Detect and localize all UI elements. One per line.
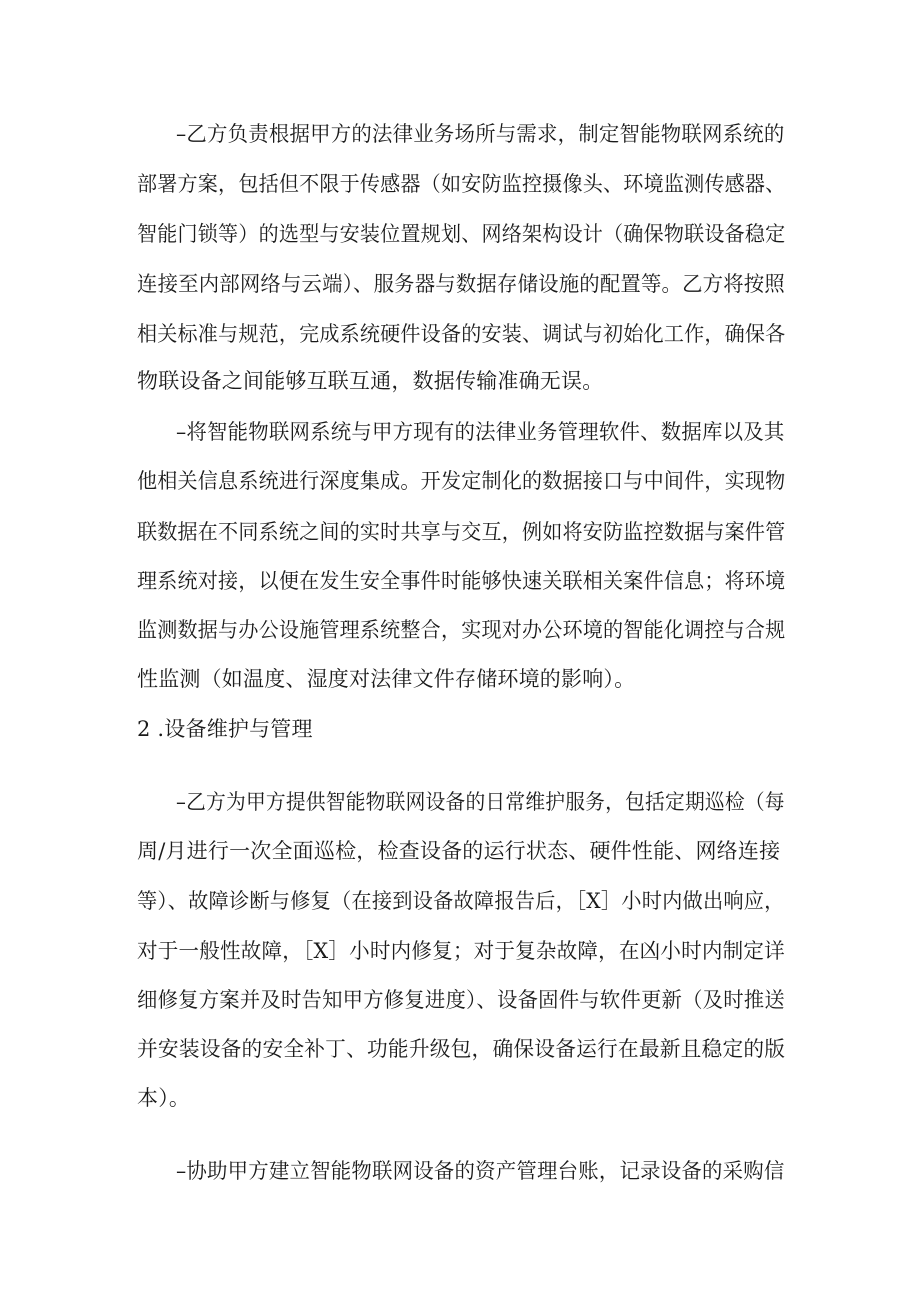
text-line: 物联设备之间能够互联互通，数据传输准确无误。 xyxy=(137,369,604,393)
text-line: –将智能物联网系统与甲方现有的法律业务管理软件、数据库以及其 xyxy=(176,420,785,444)
text-line: 并安装设备的安全补丁、功能升级包，确保设备运行在最新且稳定的版 xyxy=(137,1037,786,1061)
text-line: –协助甲方建立智能物联网设备的资产管理台账，记录设备的采购信 xyxy=(176,1159,785,1183)
text-line: 他相关信息系统进行深度集成。开发定制化的数据接口与中间件，实现物 xyxy=(137,469,786,493)
text-line: 部署方案，包括但不限于传感器（如安防监控摄像头、环境监测传感器、 xyxy=(137,172,786,196)
text-line: 细修复方案并及时告知甲方修复进度）、设备固件与软件更新（及时推送 xyxy=(137,988,785,1012)
text-line: 监测数据与办公设施管理系统整合，实现对办公环境的智能化调控与合规 xyxy=(137,618,786,642)
text-line: 周/月进行一次全面巡检，检查设备的运行状态、硬件性能、网络连接 xyxy=(137,839,781,863)
section-heading: 2 .设备维护与管理 xyxy=(137,717,313,741)
text-line: 理系统对接，以便在发生安全事件时能够快速关联相关案件信息；将环境 xyxy=(137,569,786,593)
text-line: 对于一般性故障，［X］小时内修复；对于复杂故障，在凶小时内制定详 xyxy=(137,939,785,963)
text-line: 智能门锁等）的选型与安装位置规划、网络架构设计（确保物联设备稳定 xyxy=(137,222,786,246)
text-line: –乙方为甲方提供智能物联网设备的日常维护服务，包括定期巡检（每 xyxy=(176,790,785,814)
text-line: 性监测（如温度、湿度对法律文件存储环境的影响）。 xyxy=(137,667,636,691)
text-line: –乙方负责根据甲方的法律业务场所与需求，制定智能物联网系统的 xyxy=(176,122,785,146)
text-line: 联数据在不同系统之间的实时共享与交互，例如将安防监控数据与案件管 xyxy=(137,520,786,544)
text-line: 本）。 xyxy=(137,1086,191,1110)
text-line: 等）、故障诊断与修复（在接到设备故障报告后，［X］小时内做出响应， xyxy=(137,889,785,913)
text-line: 相关标准与规范，完成系统硬件设备的安装、调试与初始化工作，确保各 xyxy=(137,322,786,346)
text-line: 连接至内部网络与云端）、服务器与数据存储设施的配置等。乙方将按照 xyxy=(137,272,785,296)
